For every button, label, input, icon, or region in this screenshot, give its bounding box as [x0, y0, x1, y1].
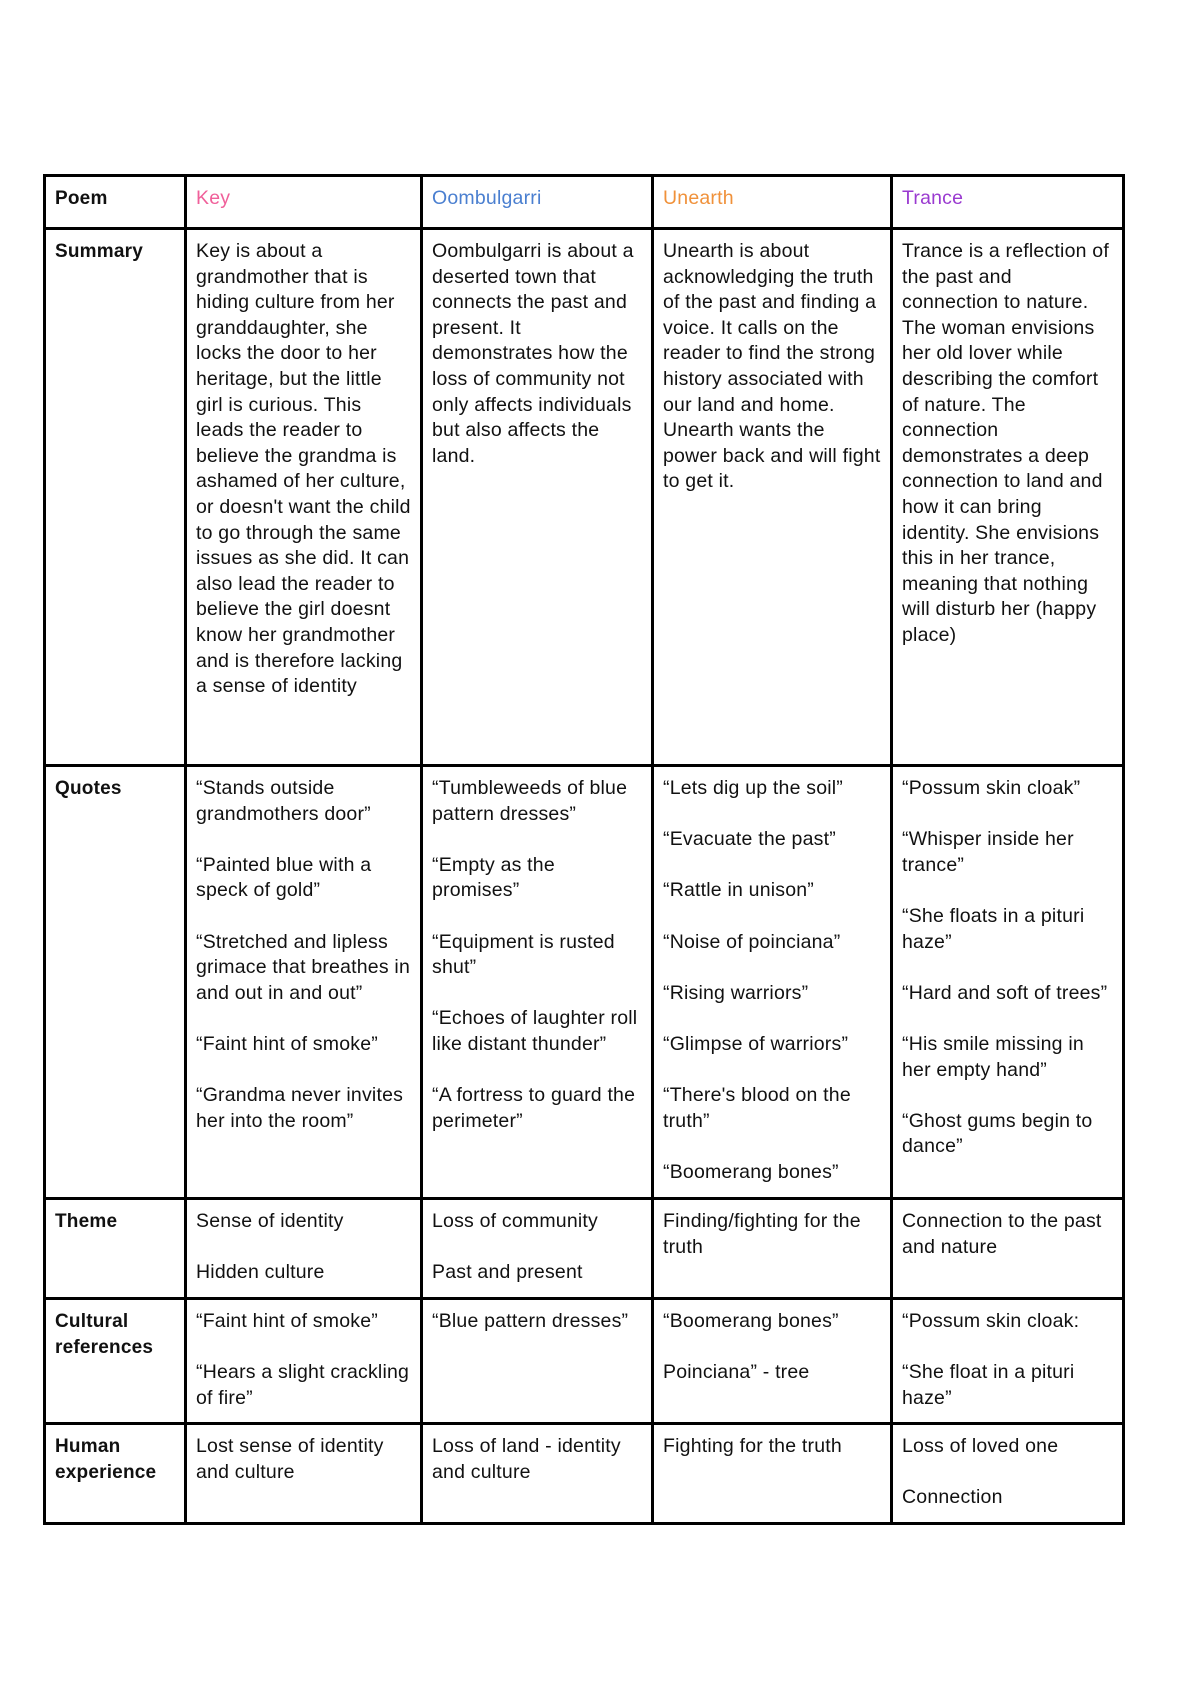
row-label-quotes: Quotes [45, 766, 186, 1199]
theme-cell-unearth-item: Finding/fighting for the truth [663, 1210, 861, 1258]
quotes-cell-unearth-item: “Rising warriors” [663, 981, 809, 1004]
human-cell-key [186, 1424, 422, 1524]
quotes-cell-trance-item: “Ghost gums begin to dance” [902, 1109, 1093, 1158]
poem-title-oombulgarri: Oombulgarri [422, 176, 653, 229]
cultural-cell-trance-item: “Possum skin cloak: [902, 1310, 1080, 1332]
quotes-row [45, 766, 1124, 1199]
quotes-cell-oombulgarri-item: “A fortress to guard the perimeter” [432, 1084, 636, 1132]
cultural-cell-unearth-item: “Boomerang bones” [663, 1310, 839, 1332]
quotes-cell-oombulgarri-item: “Echoes of laughter roll like distant thunder” [432, 1007, 638, 1055]
summary-cell-trance: Trance is a reflection of the past and connection to nature. The woman envisions her old lover while describing the comfort of nature. The connection demonstrates a deep connection to land and how it can bring identity. She envisions this in her trance, meaning that nothing will disturb her (happy place) [892, 229, 1124, 766]
poem-title-trance: Trance [892, 176, 1124, 229]
theme-cell-key-item: Hidden culture [196, 1261, 325, 1284]
human-experience-row [45, 1424, 1124, 1524]
poem-title-unearth: Unearth [653, 176, 892, 229]
quotes-cell-oombulgarri-item: “Empty as the promises” [432, 853, 555, 902]
theme-cell-oombulgarri-item: Past and present [432, 1261, 583, 1284]
summary-row [45, 229, 1124, 766]
row-label-theme: Theme [45, 1199, 186, 1299]
quotes-cell-trance [892, 766, 1124, 1199]
theme-row [45, 1199, 1124, 1299]
human-cell-unearth-item: Fighting for the truth [663, 1435, 842, 1457]
quotes-cell-key-item: “Faint hint of smoke” [196, 1032, 378, 1055]
quotes-cell-key-item: “Stands outside grandmothers door” [196, 777, 371, 825]
theme-cell-key-item: Sense of identity [196, 1210, 344, 1232]
quotes-cell-oombulgarri-item: “Equipment is rusted shut” [432, 930, 615, 979]
quotes-cell-unearth-item: “Rattle in unison” [663, 879, 815, 902]
poem-comparison-table [43, 174, 1125, 1525]
row-label-cultural-references: Cultural references [45, 1299, 186, 1424]
theme-cell-trance-item: Connection to the past and nature [902, 1210, 1102, 1258]
summary-cell-oombulgarri: Oombulgarri is about a deserted town that connects the past and present. It demonstrates how the loss of community not only affects individuals but also affects the land. [422, 229, 653, 766]
quotes-cell-trance-item: “She floats in a pituri haze” [902, 904, 1085, 953]
quotes-cell-unearth-item: “Glimpse of warriors” [663, 1032, 849, 1055]
quotes-cell-key-item: “Stretched and lipless grimace that breathes in and out in and out” [196, 930, 410, 1004]
human-cell-trance-item: Connection [902, 1486, 1003, 1509]
cultural-cell-key [186, 1299, 422, 1424]
quotes-cell-key-item: “Painted blue with a speck of gold” [196, 853, 372, 902]
row-label-human-experience: Human experience [45, 1424, 186, 1524]
cultural-cell-oombulgarri [422, 1299, 653, 1424]
row-label-summary: Summary [45, 229, 186, 766]
row-label-poem: Poem [45, 176, 186, 229]
human-cell-trance-item: Loss of loved one [902, 1435, 1059, 1457]
quotes-cell-oombulgarri [422, 766, 653, 1199]
theme-cell-trance [892, 1199, 1124, 1299]
quotes-cell-unearth [653, 766, 892, 1199]
human-cell-key-item: Lost sense of identity and culture [196, 1435, 384, 1483]
quotes-cell-trance-item: “Whisper inside her trance” [902, 828, 1074, 876]
human-cell-oombulgarri-item: Loss of land - identity and culture [432, 1435, 621, 1483]
quotes-cell-unearth-item: “There's blood on the truth” [663, 1084, 851, 1132]
quotes-cell-trance-item: “Possum skin cloak” [902, 777, 1081, 799]
cultural-cell-key-item: “Faint hint of smoke” [196, 1310, 378, 1332]
human-cell-oombulgarri [422, 1424, 653, 1524]
cultural-cell-trance [892, 1299, 1124, 1424]
quotes-cell-key-item: “Grandma never invites her into the room” [196, 1084, 404, 1132]
cultural-cell-key-item: “Hears a slight crackling of fire” [196, 1361, 410, 1409]
quotes-cell-unearth-item: “Boomerang bones” [663, 1160, 839, 1183]
human-cell-unearth [653, 1424, 892, 1524]
theme-cell-key [186, 1199, 422, 1299]
quotes-cell-oombulgarri-item: “Tumbleweeds of blue pattern dresses” [432, 777, 628, 825]
quotes-cell-key [186, 766, 422, 1199]
quotes-cell-trance-item: “His smile missing in her empty hand” [902, 1032, 1084, 1081]
quotes-cell-unearth-item: “Evacuate the past” [663, 828, 836, 851]
summary-cell-key: Key is about a grandmother that is hiding culture from her granddaughter, she locks the door to her heritage, but the little girl is curious. This leads the reader to believe the grandma is ashamed of her culture, or doesn't want the child to go through the same issues as she did. It can also lead the reader to believe the girl doesnt know her grandmother and is therefore lacking a sense of identity [186, 229, 422, 766]
human-cell-trance [892, 1424, 1124, 1524]
summary-cell-unearth: Unearth is about acknowledging the truth of the past and finding a voice. It calls on the reader to find the strong history associated with our land and home. Unearth wants the power back and will fight to get it. [653, 229, 892, 766]
poem-title-row [45, 176, 1124, 229]
cultural-cell-trance-item: “She float in a pituri haze” [902, 1361, 1075, 1409]
cultural-cell-unearth [653, 1299, 892, 1424]
theme-cell-oombulgarri-item: Loss of community [432, 1210, 598, 1232]
quotes-cell-trance-item: “Hard and soft of trees” [902, 981, 1108, 1004]
quotes-cell-unearth-item: “Noise of poinciana” [663, 930, 841, 953]
cultural-references-row [45, 1299, 1124, 1424]
poem-title-key: Key [186, 176, 422, 229]
quotes-cell-unearth-item: “Lets dig up the soil” [663, 777, 843, 799]
theme-cell-unearth [653, 1199, 892, 1299]
theme-cell-oombulgarri [422, 1199, 653, 1299]
cultural-cell-oombulgarri-item: “Blue pattern dresses” [432, 1310, 629, 1332]
cultural-cell-unearth-item: Poinciana” - tree [663, 1361, 810, 1384]
